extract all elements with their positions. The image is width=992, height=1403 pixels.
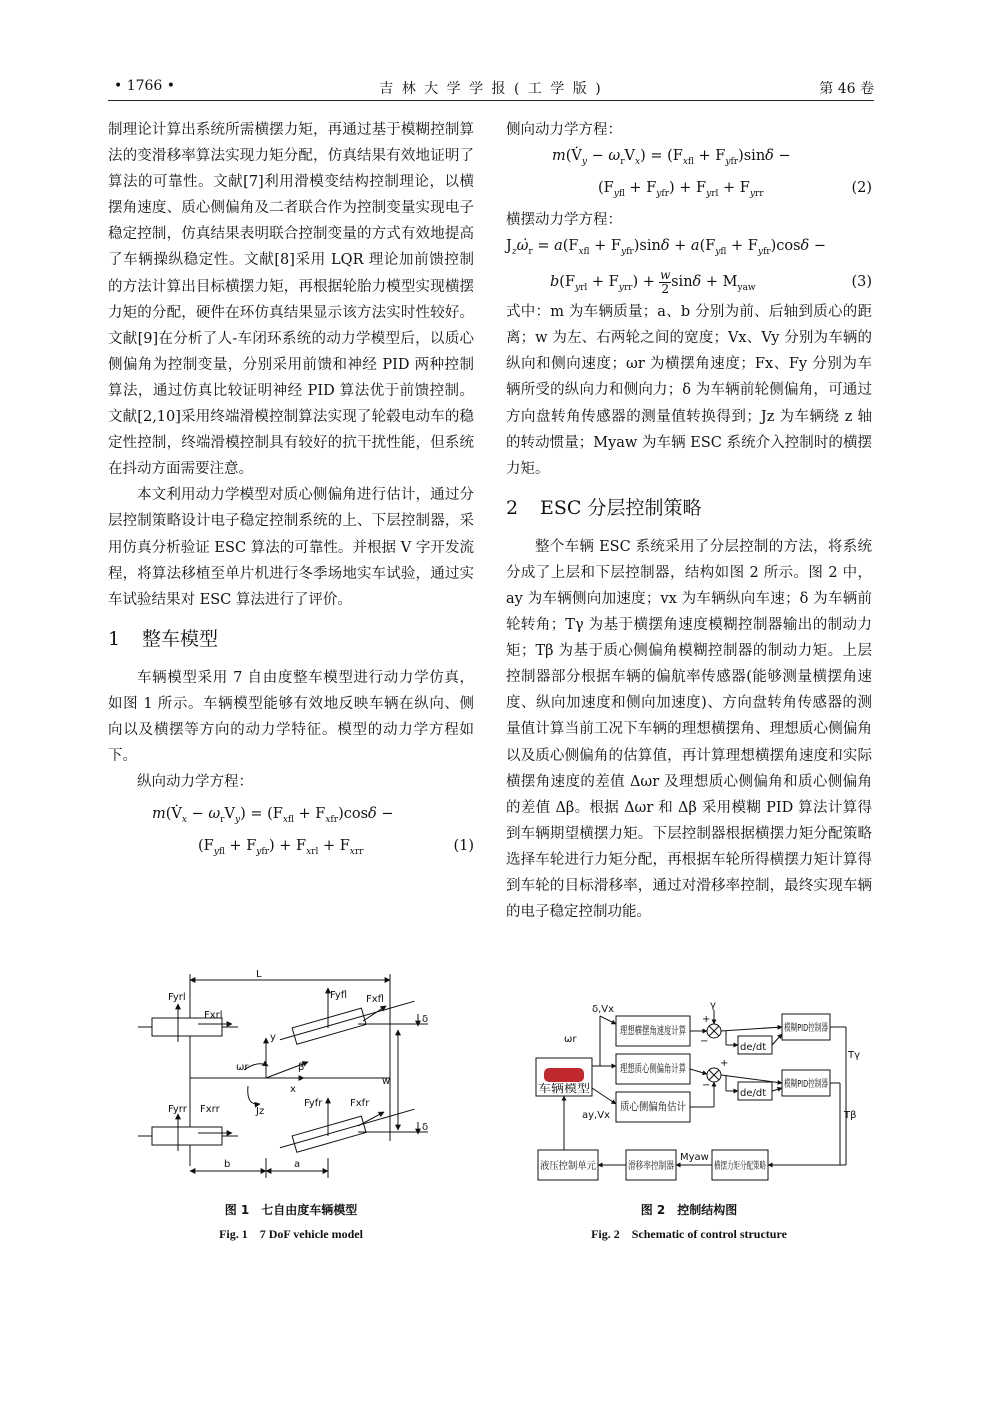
equation-number: (3) — [851, 274, 872, 291]
left-column — [108, 117, 474, 865]
journal-name: 吉 林 大 学 学 报 ( 工 学 版 ) — [379, 81, 603, 97]
label-fxfl: Fxfl — [366, 994, 384, 1005]
label-w: w — [382, 1076, 391, 1087]
label-omega-r: ωr — [236, 1062, 249, 1073]
equation-label: 侧向动力学方程： — [506, 122, 622, 138]
label-fxfr: Fxfr — [350, 1098, 370, 1109]
figure-2 — [530, 1000, 866, 1188]
label-myaw: Myaw — [680, 1152, 709, 1163]
label-ay-vx: ay,Vx — [582, 1110, 610, 1121]
page-number: • 1766 • — [114, 78, 176, 94]
sign-minus-2: − — [702, 1080, 711, 1091]
block-yaw-alloc: 横摆力矩分配策略 — [714, 1161, 794, 1172]
paragraph: 车辆模型采用 7 自由度整车模型进行动力学仿真，如图 1 所示。车辆模型能够有效地反映车辆在纵向、侧向以及横摆等方向的动力学特征。模型的动力学方程如下。 — [108, 669, 474, 765]
section-title: ESC 分层控制策略 — [540, 496, 702, 519]
label-fyfl: Fyfl — [330, 990, 348, 1001]
equation-3: $J_z\omegȧ_r = a(F_{xfl} + F_{yfr})\sin\delta + a(F_{yfl} + F_{yfr})\cos\delta$ − $b(F_{yrl} + F_{yrr}) + \frac{w}{2}\sin\delta + M_{yaw}$ (3) — [506, 233, 872, 299]
label-gamma: γ — [710, 1000, 716, 1011]
label-L: L — [256, 969, 262, 980]
label-x: x — [290, 1084, 296, 1095]
block-ideal-beta: 理想质心侧偏角计算 — [620, 1062, 719, 1075]
equation-1: $m(V̇_x - \omega_rV_y) = (F_{xfl} + F_{xfr})\cos\delta$ − $(F_{yfl} + F_{yfr}) + F_{xrl} + F_{xrr}$ (1) — [108, 801, 474, 865]
label-delta-2: δ — [422, 1122, 429, 1133]
section-heading — [108, 620, 474, 658]
sign-minus-1: − — [700, 1036, 709, 1047]
equation-2: $m(V̇_y - \omega_rV_x) = (F_{xfl} + F_{yfr})\sin\delta$ − $(F_{yfl} + F_{yfr}) + F_{yrl} + F_{yrr}$ (2) — [506, 143, 872, 207]
paragraph: 本文利用动力学模型对质心侧偏角进行估计，通过分层控制策略设计电子稳定控制系统的上、下层控制器，采用仿真分析验证 ESC 算法的可靠性。并根据 V 字开发流程，将算法移植至单片机进行冬季场地实车试验，通过实车试验结果对 ESC 算法进行了评价。 — [108, 487, 474, 608]
section-number: 2 — [506, 496, 519, 519]
block-fuzzy-2: 模糊PID控制器 — [784, 1079, 851, 1090]
section-heading — [506, 489, 872, 527]
paragraph: 制理论计算出系统所需横摆力矩，再通过基于模糊控制算法的变滑移率算法实现力矩分配，仿真结果有效地证明了算法的可靠性。文献[7]利用滑模变结构控制理论，以横摆角速度、质心侧偏角及二者联合作为控制变量实现电子稳定控制，仿真结果表明联合控制变量的方式有效地提高了车辆操纵稳定性。文献[8]采用 LQR 理论加前馈控制的方法计算出目标横摆力矩，再根据轮胎力模型实现横摆力矩的分配，硬件在环仿真结果显示该方法实时性较好。文献[9]在分析了人-车闭环系统的动力学模型后，以质心侧偏角为控制变量，分别采用前馈和神经 PID 两种控制算法，通过仿真比较证明神经 PID 算法优于前馈控制。文献[2,10]采用终端滑模控制算法实现了轮毂电动车的稳定性控制，终端滑模控制具有较好的抗干扰性能，但系统在抖动方面需要注意。 — [108, 122, 474, 478]
label-y: y — [270, 1032, 276, 1043]
block-beta-est: 质心侧偏角估计 — [620, 1100, 697, 1113]
sign-plus-2: + — [720, 1058, 729, 1069]
section-title: 整车模型 — [142, 627, 219, 650]
label-fyrl: Fyrl — [168, 992, 186, 1003]
label-omega-r: ωr — [564, 1034, 577, 1045]
block-ideal-yaw: 理想横摆角速度计算 — [620, 1024, 719, 1037]
equation-label: 横摆动力学方程： — [506, 212, 622, 229]
paragraph: 纵向动力学方程： — [137, 774, 253, 791]
block-hydraulic: 液压控制单元 — [540, 1161, 600, 1172]
block-dedt-1: de/dt — [740, 1042, 767, 1053]
header-rule — [108, 100, 874, 101]
label-t-beta: Tβ — [844, 1110, 857, 1121]
figure-2-caption: 图 2 控制结构图 — [640, 1203, 738, 1217]
figure-1-caption: 图 1 七自由度车辆模型 — [224, 1203, 358, 1217]
label-beta: β — [298, 1062, 305, 1073]
paragraph: 整个车辆 ESC 系统采用了分层控制的方法，将系统分成了上层和下层控制器，结构如图 2 所示。图 2 中，ay 为车辆侧向加速度；vx 为车辆纵向车速；δ 为车辆前轮转角；Tγ 为基于横摆角速度模糊控制器输出的制动力矩；Tβ 为基于质心侧偏角模糊控制器的制动力矩。上层控制器部分根据车辆的偏航率传感器(能够测量横摆角速度、纵向加速度和侧向加速度)、方向盘转角传感器的测量值计算当前工况下车辆的理想横摆角、理想质心侧偏角以及质心侧偏角的估算值，再计算理想横摆角速度和实际横摆角速度的差值 Δωr 及理想质心侧偏角和质心侧偏角的差值 Δβ。根据 Δωr 和 Δβ 采用模糊 PID 算法计算得到车辆期望横摆力矩。下层控制器根据横摆力矩分配策略选择车轮进行力矩分配，再根据车轮所得横摆力矩计算得到车轮的目标滑移率，通过对滑移率控制，最终实现车辆的电子稳定控制功能。 — [506, 538, 872, 921]
label-t-gamma: Tγ — [848, 1050, 861, 1061]
block-fuzzy-1: 模糊PID控制器 — [784, 1023, 851, 1034]
equation-number: (1) — [453, 838, 474, 855]
volume-label: 第 46 卷 — [819, 81, 874, 97]
label-fxrl: Fxrl — [204, 1010, 223, 1021]
right-column — [506, 117, 872, 925]
section-number: 1 — [108, 627, 121, 650]
sign-plus-1: + — [702, 1014, 711, 1025]
figure-1 — [128, 966, 458, 1184]
vehicle-model-diagram — [128, 966, 458, 1184]
label-fyfr: Fyfr — [304, 1098, 323, 1109]
paragraph: 式中：m 为车辆质量；a、b 分别为前、后轴到质心的距离；w 为左、右两轮之间的宽度；Vx、Vy 分别为车辆的纵向和侧向速度；ωr 为横摆角速度；Fx、Fy 分别为车辆所受的纵向力和侧向力；δ 为车辆前轮侧偏角，可通过方向盘转角传感器的测量值转换得到；Jz 为车辆绕 z 轴的转动惯量；Myaw 为车辆 ESC 系统介入控制时的横摆力矩。 — [506, 304, 872, 477]
label-fyrr: Fyrr — [168, 1104, 187, 1115]
control-structure-diagram — [530, 1000, 866, 1188]
figure-2-caption-english: Fig. 2 Schematic of control structure — [591, 1227, 787, 1241]
label-b: b — [224, 1159, 231, 1170]
figure-1-caption-english: Fig. 1 7 DoF vehicle model — [219, 1227, 363, 1241]
page-header — [108, 74, 874, 100]
block-dedt-2: de/dt — [740, 1088, 767, 1099]
label-fxrr: Fxrr — [200, 1104, 220, 1115]
equation-number: (2) — [851, 180, 872, 197]
block-slip: 滑移率控制器 — [628, 1161, 688, 1172]
label-delta-1: δ — [422, 1014, 429, 1025]
label-delta-vx: δ,Vx — [592, 1004, 615, 1015]
label-a: a — [294, 1159, 301, 1170]
block-vehicle: 车辆模型 — [538, 1082, 582, 1095]
label-jz: Jz — [256, 1106, 265, 1117]
